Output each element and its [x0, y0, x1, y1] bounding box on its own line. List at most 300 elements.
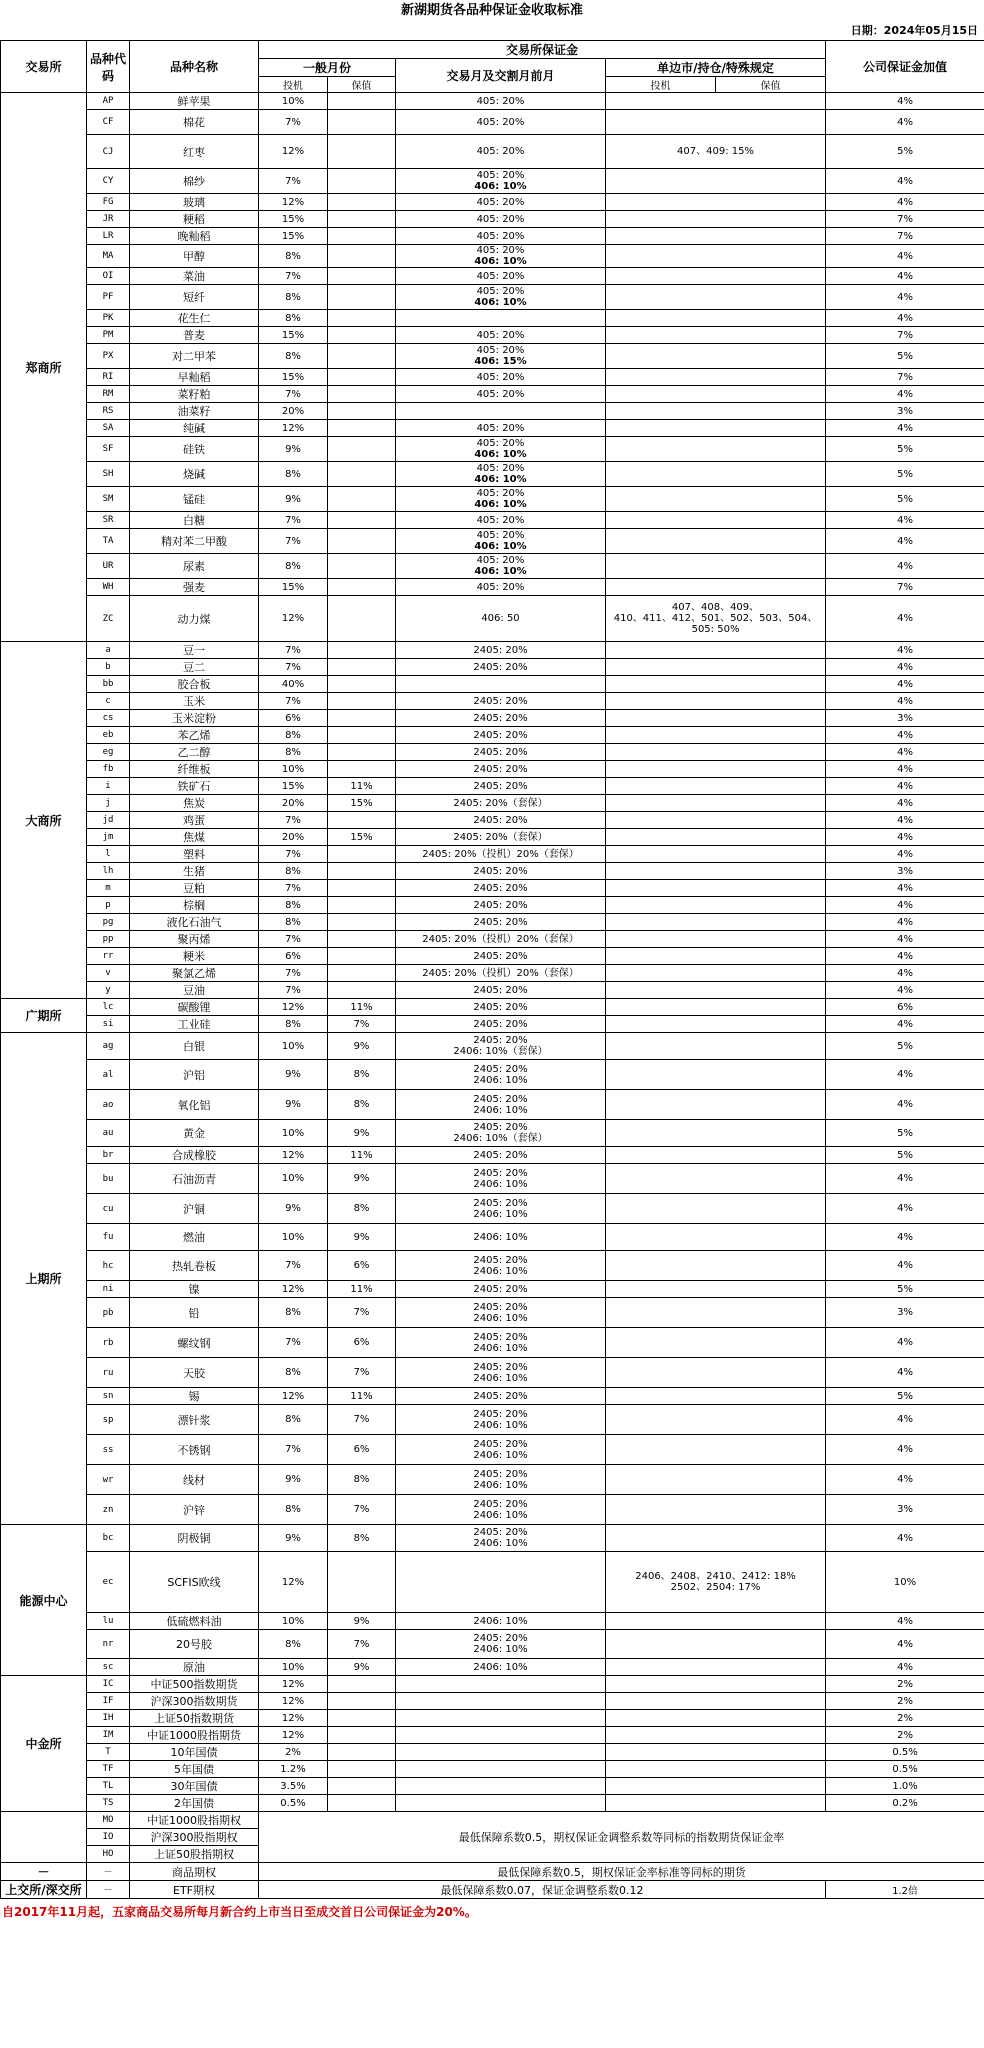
- delivery-margin-cell: [396, 761, 606, 778]
- cell-line: 2406: 10%: [473, 1265, 528, 1277]
- company-add-cell: 1.2倍: [826, 1881, 984, 1899]
- name-cell: 鸡蛋: [130, 812, 259, 829]
- cell-line: 406: 10%: [474, 566, 527, 577]
- hedge-margin-cell: [328, 1778, 396, 1795]
- rule-margin-cell: [606, 693, 826, 710]
- company-add-cell: 4%: [826, 554, 984, 579]
- code-cell: jm: [87, 829, 130, 846]
- cell-line: 406: 15%: [474, 356, 527, 367]
- name-cell: 胶合板: [130, 676, 259, 693]
- name-cell: 黄金: [130, 1120, 259, 1147]
- hedge-margin-cell: 9%: [328, 1659, 396, 1676]
- delivery-margin-cell: [396, 1194, 606, 1224]
- rule-margin-cell: [606, 1552, 826, 1613]
- cell-line: 2405: 20%: [473, 780, 528, 792]
- table-row: [1, 1298, 984, 1328]
- rule-margin-cell: [606, 829, 826, 846]
- delivery-margin-cell: [396, 369, 606, 386]
- code-cell: OI: [87, 268, 130, 285]
- rule-margin-cell: [606, 194, 826, 211]
- delivery-margin-cell: [396, 228, 606, 245]
- code-cell: fb: [87, 761, 130, 778]
- code-cell: jd: [87, 812, 130, 829]
- hedge-margin-cell: [328, 1693, 396, 1710]
- name-cell: 对二甲苯: [130, 344, 259, 369]
- cell-line: 406: 10%: [474, 474, 527, 485]
- company-add-cell: 3%: [826, 863, 984, 880]
- rule-margin-cell: [606, 863, 826, 880]
- spec-margin-cell: 10%: [259, 1659, 328, 1676]
- header-general-month: 一般月份: [259, 59, 396, 77]
- table-row: [1, 1495, 984, 1525]
- name-cell: 氧化铝: [130, 1090, 259, 1120]
- delivery-margin-cell: [396, 880, 606, 897]
- cell-line: 405: 20%: [476, 463, 525, 474]
- code-cell: ao: [87, 1090, 130, 1120]
- header-code: 品种代码: [87, 41, 130, 93]
- cell-line: 2405: 20%: [473, 1197, 528, 1209]
- delivery-margin-cell: [396, 596, 606, 642]
- cell-line: 2405: 20%: [473, 950, 528, 962]
- hedge-margin-cell: [328, 194, 396, 211]
- company-add-cell: 4%: [826, 1194, 984, 1224]
- table-row: [1, 965, 984, 982]
- hedge-margin-cell: [328, 135, 396, 169]
- name-cell: 线材: [130, 1465, 259, 1495]
- spec-margin-cell: 7%: [259, 1435, 328, 1465]
- table-row: [1, 228, 984, 245]
- spec-margin-cell: 8%: [259, 1298, 328, 1328]
- cell-line: 2405: 20%: [473, 1331, 528, 1343]
- rule-margin-cell: [606, 1676, 826, 1693]
- spec-margin-cell: 7%: [259, 982, 328, 999]
- cell-line: 2405: 20%: [473, 1283, 528, 1295]
- rule-margin-cell: [606, 228, 826, 245]
- header-general-spec: 投机: [259, 77, 328, 93]
- company-add-cell: 1.0%: [826, 1778, 984, 1795]
- cell-line: 405: 20%: [476, 286, 525, 297]
- commodity-options-note-cell: 最低保障系数0.5，期权保证金率标准等同标的期货: [259, 1863, 984, 1881]
- hedge-margin-cell: [328, 761, 396, 778]
- hedge-margin-cell: [328, 982, 396, 999]
- cell-line: 2502、2504: 17%: [670, 1582, 761, 1593]
- rule-margin-cell: [606, 245, 826, 268]
- delivery-margin-cell: [396, 1465, 606, 1495]
- rule-margin-cell: [606, 1251, 826, 1281]
- delivery-margin-cell: [396, 1298, 606, 1328]
- table-row: [1, 1613, 984, 1630]
- spec-margin-cell: 8%: [259, 1630, 328, 1659]
- cell-line: 405: 20%: [476, 116, 525, 128]
- table-row: [1, 863, 984, 880]
- spec-margin-cell: 7%: [259, 529, 328, 554]
- code-cell: RM: [87, 386, 130, 403]
- spec-margin-cell: 20%: [259, 829, 328, 846]
- cell-line: 2405: 20%: [473, 746, 528, 758]
- spec-margin-cell: 15%: [259, 211, 328, 228]
- code-cell: lc: [87, 999, 130, 1016]
- cell-line: 2406: 10%: [473, 1231, 528, 1243]
- code-cell: i: [87, 778, 130, 795]
- hedge-margin-cell: [328, 245, 396, 268]
- code-cell: IM: [87, 1727, 130, 1744]
- delivery-margin-cell: [396, 642, 606, 659]
- name-cell: SCFIS欧线: [130, 1552, 259, 1613]
- name-cell: 生猪: [130, 863, 259, 880]
- company-add-cell: 4%: [826, 1659, 984, 1676]
- code-cell: y: [87, 982, 130, 999]
- code-cell: br: [87, 1147, 130, 1164]
- table-row: [1, 437, 984, 462]
- name-cell: 棉纱: [130, 169, 259, 194]
- code-cell: pb: [87, 1298, 130, 1328]
- hedge-margin-cell: 9%: [328, 1164, 396, 1194]
- spec-margin-cell: 8%: [259, 245, 328, 268]
- table-row: [1, 778, 984, 795]
- company-add-cell: 4%: [826, 1060, 984, 1090]
- company-add-cell: 4%: [826, 761, 984, 778]
- company-add-cell: 4%: [826, 1435, 984, 1465]
- cell-line: 2406: 10%: [473, 1342, 528, 1354]
- name-cell: 玉米淀粉: [130, 710, 259, 727]
- cell-line: 405: 20%: [476, 345, 525, 356]
- rule-margin-cell: [606, 1033, 826, 1060]
- delivery-margin-cell: [396, 693, 606, 710]
- name-cell: 豆二: [130, 659, 259, 676]
- name-cell: 油菜籽: [130, 403, 259, 420]
- code-cell: rr: [87, 948, 130, 965]
- hedge-margin-cell: 15%: [328, 795, 396, 812]
- name-cell: 天胶: [130, 1358, 259, 1388]
- spec-margin-cell: 12%: [259, 1676, 328, 1693]
- table-row: [1, 880, 984, 897]
- name-cell: 焦煤: [130, 829, 259, 846]
- spec-margin-cell: 8%: [259, 863, 328, 880]
- name-cell: 5年国债: [130, 1761, 259, 1778]
- rule-margin-cell: [606, 310, 826, 327]
- name-cell: 红枣: [130, 135, 259, 169]
- hedge-margin-cell: [328, 285, 396, 310]
- name-cell: 甲醇: [130, 245, 259, 268]
- spec-margin-cell: 8%: [259, 897, 328, 914]
- hedge-margin-cell: [328, 596, 396, 642]
- delivery-margin-cell: [396, 1164, 606, 1194]
- code-cell: nr: [87, 1630, 130, 1659]
- code-cell: CY: [87, 169, 130, 194]
- cell-line: 405: 20%: [476, 530, 525, 541]
- company-add-cell: 5%: [826, 1120, 984, 1147]
- code-cell: PX: [87, 344, 130, 369]
- code-cell: SF: [87, 437, 130, 462]
- company-add-cell: 4%: [826, 778, 984, 795]
- sheet-date: 日期：2024年05月15日: [850, 24, 978, 37]
- code-cell: CJ: [87, 135, 130, 169]
- code-cell: －: [87, 1863, 130, 1881]
- code-cell: MA: [87, 245, 130, 268]
- rule-margin-cell: [606, 1778, 826, 1795]
- table-row: [1, 829, 984, 846]
- cell-line: 2405: 20%: [473, 1063, 528, 1075]
- table-row: [1, 420, 984, 437]
- hedge-margin-cell: 11%: [328, 778, 396, 795]
- sheet-title: 新湖期货各品种保证金收取标准: [400, 3, 583, 18]
- rule-margin-cell: [606, 642, 826, 659]
- hedge-margin-cell: 8%: [328, 1060, 396, 1090]
- spec-margin-cell: 10%: [259, 1224, 328, 1251]
- name-cell: 玻璃: [130, 194, 259, 211]
- company-add-cell: 10%: [826, 1552, 984, 1613]
- code-cell: rb: [87, 1328, 130, 1358]
- table-body: [1, 93, 984, 1899]
- name-cell: 燃油: [130, 1224, 259, 1251]
- company-add-cell: 4%: [826, 846, 984, 863]
- code-cell: HO: [87, 1846, 130, 1863]
- etf-options-note-cell: 最低保障系数0.07，保证金调整系数0.12: [259, 1881, 826, 1899]
- header-rule-hedge: 保值: [716, 77, 826, 93]
- hedge-margin-cell: [328, 110, 396, 135]
- company-add-cell: 3%: [826, 710, 984, 727]
- cell-line: 2405: 20%: [473, 1468, 528, 1480]
- spec-margin-cell: 10%: [259, 93, 328, 110]
- delivery-margin-cell: [396, 245, 606, 268]
- delivery-margin-cell: [396, 931, 606, 948]
- code-cell: eg: [87, 744, 130, 761]
- delivery-margin-cell: [396, 403, 606, 420]
- rule-margin-cell: [606, 579, 826, 596]
- rule-margin-cell: [606, 1744, 826, 1761]
- spec-margin-cell: 1.2%: [259, 1761, 328, 1778]
- name-cell: 纯碱: [130, 420, 259, 437]
- rule-margin-cell: [606, 1630, 826, 1659]
- table-row: [1, 1795, 984, 1812]
- spec-margin-cell: 7%: [259, 1251, 328, 1281]
- company-add-cell: 4%: [826, 744, 984, 761]
- hedge-margin-cell: 9%: [328, 1224, 396, 1251]
- hedge-margin-cell: [328, 386, 396, 403]
- table-row: [1, 1033, 984, 1060]
- company-add-cell: 5%: [826, 437, 984, 462]
- hedge-margin-cell: 6%: [328, 1328, 396, 1358]
- hedge-margin-cell: [328, 1761, 396, 1778]
- exchange-cell: 上交所/深交所: [1, 1881, 87, 1899]
- code-cell: si: [87, 1016, 130, 1033]
- delivery-margin-cell: [396, 1495, 606, 1525]
- company-add-cell: 7%: [826, 579, 984, 596]
- table-row: [1, 529, 984, 554]
- exchange-cell: 大商所: [1, 642, 87, 999]
- name-cell: 硅铁: [130, 437, 259, 462]
- delivery-margin-cell: [396, 1435, 606, 1465]
- cell-line: 2406: 10%: [473, 1661, 528, 1673]
- hedge-margin-cell: [328, 659, 396, 676]
- delivery-margin-cell: [396, 1552, 606, 1613]
- code-cell: b: [87, 659, 130, 676]
- rule-margin-cell: [606, 1060, 826, 1090]
- name-cell: 焦炭: [130, 795, 259, 812]
- spec-margin-cell: 7%: [259, 386, 328, 403]
- code-cell: SM: [87, 487, 130, 512]
- cell-line: 2405: 20%: [473, 984, 528, 996]
- code-cell: CF: [87, 110, 130, 135]
- company-add-cell: 3%: [826, 403, 984, 420]
- table-row: [1, 676, 984, 693]
- code-cell: PF: [87, 285, 130, 310]
- hedge-margin-cell: [328, 462, 396, 487]
- table-row: [1, 1016, 984, 1033]
- name-cell: 玉米: [130, 693, 259, 710]
- company-add-cell: 3%: [826, 1495, 984, 1525]
- hedge-margin-cell: [328, 1727, 396, 1744]
- name-cell: 普麦: [130, 327, 259, 344]
- delivery-margin-cell: [396, 1090, 606, 1120]
- rule-margin-cell: [606, 403, 826, 420]
- company-add-cell: 7%: [826, 327, 984, 344]
- code-cell: TF: [87, 1761, 130, 1778]
- hedge-margin-cell: 11%: [328, 999, 396, 1016]
- header-rule-spec: 投机: [606, 77, 716, 93]
- hedge-margin-cell: [328, 554, 396, 579]
- delivery-margin-cell: [396, 1388, 606, 1405]
- cell-line: 405: 20%: [476, 422, 525, 434]
- spec-margin-cell: 2%: [259, 1744, 328, 1761]
- spec-margin-cell: 7%: [259, 268, 328, 285]
- delivery-margin-cell: [396, 1224, 606, 1251]
- spec-margin-cell: 9%: [259, 1525, 328, 1552]
- spec-margin-cell: 12%: [259, 420, 328, 437]
- name-cell: 铅: [130, 1298, 259, 1328]
- rule-margin-cell: [606, 999, 826, 1016]
- hedge-margin-cell: [328, 812, 396, 829]
- spec-margin-cell: 7%: [259, 169, 328, 194]
- cell-line: 2405: 20%: [473, 1527, 528, 1538]
- rule-margin-cell: [606, 211, 826, 228]
- table-row: [1, 1281, 984, 1298]
- delivery-margin-cell: [396, 554, 606, 579]
- table-row: [1, 285, 984, 310]
- delivery-margin-cell: [396, 948, 606, 965]
- cell-line: 2406、2408、2410、2412: 18%: [635, 1571, 796, 1582]
- rule-margin-cell: [606, 914, 826, 931]
- company-add-cell: 4%: [826, 914, 984, 931]
- delivery-margin-cell: [396, 1727, 606, 1744]
- hedge-margin-cell: [328, 744, 396, 761]
- delivery-margin-cell: [396, 579, 606, 596]
- delivery-margin-cell: [396, 659, 606, 676]
- hedge-margin-cell: [328, 211, 396, 228]
- cell-line: 2405: 20%: [473, 1254, 528, 1266]
- cell-line: 2406: 10%（套保）: [453, 1046, 548, 1057]
- company-add-cell: 4%: [826, 420, 984, 437]
- cell-line: 2405: 20%: [473, 1408, 528, 1420]
- cell-line: 407、409: 15%: [677, 146, 754, 157]
- rule-margin-cell: [606, 1120, 826, 1147]
- spec-margin-cell: 12%: [259, 1693, 328, 1710]
- delivery-margin-cell: [396, 778, 606, 795]
- table-row: [1, 727, 984, 744]
- spec-margin-cell: 15%: [259, 778, 328, 795]
- spec-margin-cell: 8%: [259, 310, 328, 327]
- cell-line: 2405: 20%: [473, 1001, 528, 1013]
- table-row: [1, 1761, 984, 1778]
- name-cell: 豆一: [130, 642, 259, 659]
- cell-line: 405: 20%: [476, 329, 525, 341]
- spec-margin-cell: 12%: [259, 135, 328, 169]
- name-cell: 20号胶: [130, 1630, 259, 1659]
- name-cell: 聚丙烯: [130, 931, 259, 948]
- company-add-cell: 4%: [826, 659, 984, 676]
- table-row: [1, 1164, 984, 1194]
- cell-line: 2406: 10%: [473, 1104, 528, 1116]
- name-cell: 尿素: [130, 554, 259, 579]
- cell-line: 405: 20%: [476, 213, 525, 225]
- delivery-margin-cell: [396, 512, 606, 529]
- company-add-cell: 5%: [826, 1281, 984, 1298]
- table-row: [1, 1552, 984, 1613]
- rule-margin-cell: [606, 135, 826, 169]
- hedge-margin-cell: [328, 487, 396, 512]
- cell-line: 2406: 10%: [473, 1208, 528, 1220]
- cell-line: 405: 20%: [476, 270, 525, 282]
- rule-margin-cell: [606, 462, 826, 487]
- table-row: [1, 1060, 984, 1090]
- delivery-margin-cell: [396, 437, 606, 462]
- spec-margin-cell: 12%: [259, 1281, 328, 1298]
- delivery-margin-cell: [396, 344, 606, 369]
- code-cell: ag: [87, 1033, 130, 1060]
- cell-line: 405: 20%: [476, 230, 525, 242]
- delivery-margin-cell: [396, 795, 606, 812]
- cell-line: 405: 20%: [476, 438, 525, 449]
- table-row: [1, 554, 984, 579]
- rule-margin-cell: [606, 1613, 826, 1630]
- cell-line: 406: 10%: [474, 297, 527, 308]
- cell-line: 505: 50%: [691, 624, 740, 635]
- delivery-margin-cell: [396, 1744, 606, 1761]
- name-cell: 早籼稻: [130, 369, 259, 386]
- code-cell: PM: [87, 327, 130, 344]
- table-row: [1, 1693, 984, 1710]
- company-add-cell: 2%: [826, 1710, 984, 1727]
- company-add-cell: 4%: [826, 529, 984, 554]
- delivery-margin-cell: [396, 285, 606, 310]
- company-add-cell: 5%: [826, 344, 984, 369]
- cell-line: 406: 10%: [474, 499, 527, 510]
- code-cell: j: [87, 795, 130, 812]
- name-cell: ETF期权: [130, 1881, 259, 1899]
- table-row: [1, 1710, 984, 1727]
- table-row: [1, 812, 984, 829]
- spec-margin-cell: 10%: [259, 1033, 328, 1060]
- spec-margin-cell: 8%: [259, 285, 328, 310]
- cell-line: 2405: 20%: [473, 1498, 528, 1510]
- company-add-cell: 4%: [826, 512, 984, 529]
- name-cell: 中证1000股指期权: [130, 1812, 259, 1829]
- table-row: [1, 344, 984, 369]
- code-cell: SH: [87, 462, 130, 487]
- hedge-margin-cell: 7%: [328, 1405, 396, 1435]
- company-add-cell: 4%: [826, 982, 984, 999]
- cell-line: 406: 10%: [474, 256, 527, 267]
- rule-margin-cell: [606, 1328, 826, 1358]
- cell-line: 405: 20%: [476, 170, 525, 181]
- name-cell: 热轧卷板: [130, 1251, 259, 1281]
- cell-line: 2405: 20%（套保）: [453, 797, 548, 809]
- code-cell: v: [87, 965, 130, 982]
- cell-line: 2405: 20%（投机）20%（套保）: [422, 933, 579, 945]
- cell-line: 2406: 10%: [473, 1538, 528, 1549]
- name-cell: 低硫燃料油: [130, 1613, 259, 1630]
- spec-margin-cell: 8%: [259, 462, 328, 487]
